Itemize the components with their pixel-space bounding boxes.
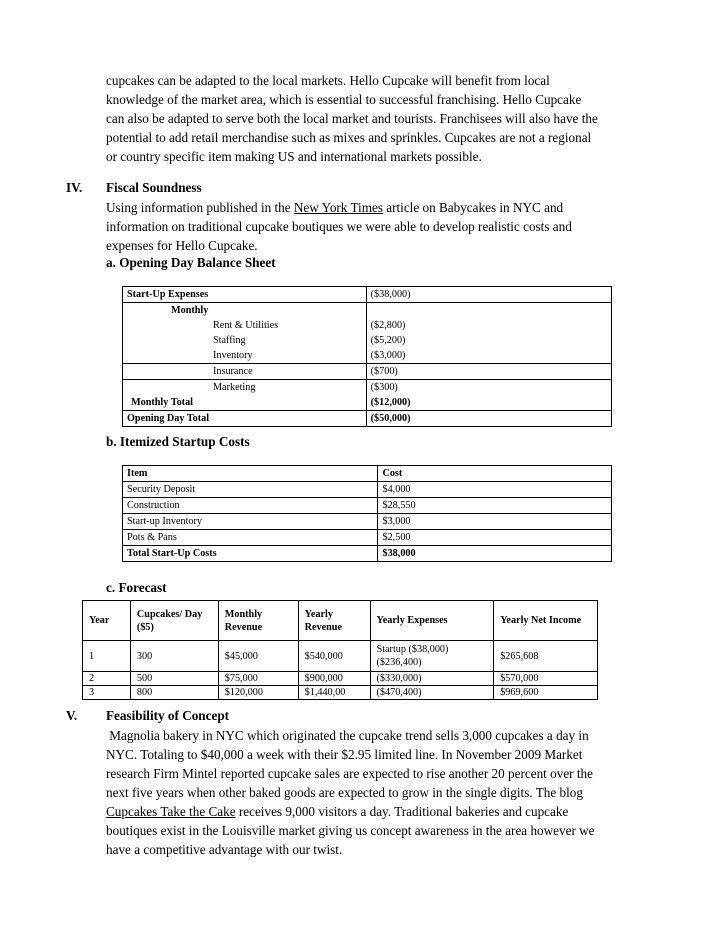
section4-text: Using information published in the <box>106 200 294 215</box>
total-value: $38,000 <box>378 546 612 562</box>
subheading-startup-costs: b. Itemized Startup Costs <box>106 434 250 449</box>
intro-line: knowledge of the market area, which is essential to successful franchising. Hello Cupcake <box>106 92 582 107</box>
expenses-cell: ($330,000) <box>370 672 494 686</box>
cost-value: $4,000 <box>378 482 612 498</box>
nyt-link[interactable]: New York Times <box>293 200 383 215</box>
yearly-cell: $1,440,00 <box>298 686 370 700</box>
table-row <box>123 530 612 546</box>
table-row <box>123 546 612 562</box>
table-row <box>83 686 598 700</box>
cost-value: $2,500 <box>378 530 612 546</box>
year-cell: 3 <box>83 686 131 700</box>
monthly-label: Monthly <box>123 303 367 319</box>
table-row <box>123 380 612 396</box>
table-row <box>123 411 612 427</box>
opening-total-value: ($50,000) <box>366 411 611 427</box>
table-row <box>123 395 612 411</box>
item-value: ($2,800) <box>366 318 611 333</box>
cost-item: Security Deposit <box>123 482 378 498</box>
section5-line: have a competitive advantage with our twist. <box>106 842 343 857</box>
cost-value: $28,550 <box>378 498 612 514</box>
section5-numeral: V. <box>66 708 78 723</box>
blog-link[interactable]: Cupcakes Take the Cake <box>106 804 236 819</box>
section5-line: boutiques exist in the Louisville market giving us concept awareness in the area however we <box>106 823 595 838</box>
header-cupcakes: Cupcakes/ Day ($5) <box>130 601 218 641</box>
item-value: ($300) <box>366 380 611 396</box>
cupcakes-cell: 800 <box>130 686 218 700</box>
table-row <box>83 672 598 686</box>
section4-line: expenses for Hello Cupcake. <box>106 238 258 253</box>
item-value: ($5,200) <box>366 333 611 348</box>
section5-line: Magnolia bakery in NYC which originated the cupcake trend sells 3,000 cupcakes a day in <box>106 728 589 743</box>
expenses-line: ($236,400) <box>376 657 422 668</box>
monthly-cell: $120,000 <box>218 686 298 700</box>
yearly-cell: $540,000 <box>298 641 370 672</box>
item-label: Marketing <box>123 380 367 396</box>
section5-line: next five years when other baked goods are expected to grow in the single digits. The blog <box>106 785 583 800</box>
table-row <box>123 303 612 319</box>
table-row <box>83 641 598 672</box>
header-expenses: Yearly Expenses <box>370 601 494 641</box>
monthly-total-value: ($12,000) <box>366 395 611 411</box>
header-net: Yearly Net Income <box>494 601 598 641</box>
expenses-cell <box>370 641 494 672</box>
cost-item: Construction <box>123 498 378 514</box>
section5-text: receives 9,000 visitors a day. Traditional bakeries and cupcake <box>235 804 569 819</box>
cost-value: $3,000 <box>378 514 612 530</box>
section4-text: article on Babycakes in NYC and <box>382 200 564 215</box>
opening-total-label: Opening Day Total <box>123 411 367 427</box>
intro-line: or country specific item making US and international markets possible. <box>106 149 482 164</box>
subheading-forecast: c. Forecast <box>106 580 167 595</box>
startup-label: Start-Up Expenses <box>123 287 367 303</box>
net-cell: $969,600 <box>494 686 598 700</box>
total-label: Total Start-Up Costs <box>123 546 378 562</box>
startup-value: ($38,000) <box>366 287 611 303</box>
intro-line: cupcakes can be adapted to the local markets. Hello Cupcake will benefit from local <box>106 73 550 88</box>
header-cost: Cost <box>378 466 612 482</box>
cupcakes-cell: 300 <box>130 641 218 672</box>
net-cell: $265,608 <box>494 641 598 672</box>
net-cell: $570,000 <box>494 672 598 686</box>
forecast-table <box>82 600 598 700</box>
cupcakes-cell: 500 <box>130 672 218 686</box>
table-row <box>123 287 612 303</box>
startup-costs-table <box>122 465 612 562</box>
section4-title: Fiscal Soundness <box>106 180 202 195</box>
yearly-cell: $900,000 <box>298 672 370 686</box>
item-value: ($700) <box>366 364 611 380</box>
table-row <box>123 514 612 530</box>
section4-paragraph <box>106 198 572 255</box>
intro-line: potential to add retail merchandise such as mixes and sprinkles. Cupcakes are not a regional <box>106 130 592 145</box>
table-row <box>123 318 612 333</box>
item-label: Inventory <box>123 348 367 364</box>
monthly-total-label: Monthly Total <box>123 395 367 411</box>
header-year: Year <box>83 601 131 641</box>
cost-item: Pots & Pans <box>123 530 378 546</box>
year-cell: 2 <box>83 672 131 686</box>
header-item: Item <box>123 466 378 482</box>
item-label: Insurance <box>123 364 367 380</box>
table-row <box>123 498 612 514</box>
header-yearly: Yearly Revenue <box>298 601 370 641</box>
cost-item: Start-up Inventory <box>123 514 378 530</box>
section4-numeral: IV. <box>66 180 83 195</box>
section5-line: NYC. Totaling to $40,000 a week with their $2.95 limited line. In November 2009 Market <box>106 747 583 762</box>
section5-line: research Firm Mintel reported cupcake sales are expected to rise another 20 percent over the <box>106 766 593 781</box>
monthly-cell: $75,000 <box>218 672 298 686</box>
item-value: ($3,000) <box>366 348 611 364</box>
monthly-cell: $45,000 <box>218 641 298 672</box>
expenses-cell: ($470,400) <box>370 686 494 700</box>
table-row <box>123 333 612 348</box>
section5-paragraph <box>106 726 595 859</box>
subheading-balance-sheet: a. Opening Day Balance Sheet <box>106 255 276 270</box>
table-row <box>123 482 612 498</box>
item-label: Rent & Utilities <box>123 318 367 333</box>
intro-paragraph <box>106 71 598 166</box>
balance-sheet-table <box>122 286 612 427</box>
year-cell: 1 <box>83 641 131 672</box>
intro-line: can also be adapted to serve both the local market and tourists. Franchisees will also have the <box>106 111 598 126</box>
table-row <box>123 364 612 380</box>
expenses-line: Startup ($38,000) <box>376 644 449 655</box>
header-monthly: Monthly Revenue <box>218 601 298 641</box>
table-row <box>123 466 612 482</box>
item-label: Staffing <box>123 333 367 348</box>
section5-title: Feasibility of Concept <box>106 708 230 723</box>
table-row <box>123 348 612 364</box>
section4-line: information on traditional cupcake boutiques we were able to develop realistic costs and <box>106 219 572 234</box>
table-row <box>83 601 598 641</box>
